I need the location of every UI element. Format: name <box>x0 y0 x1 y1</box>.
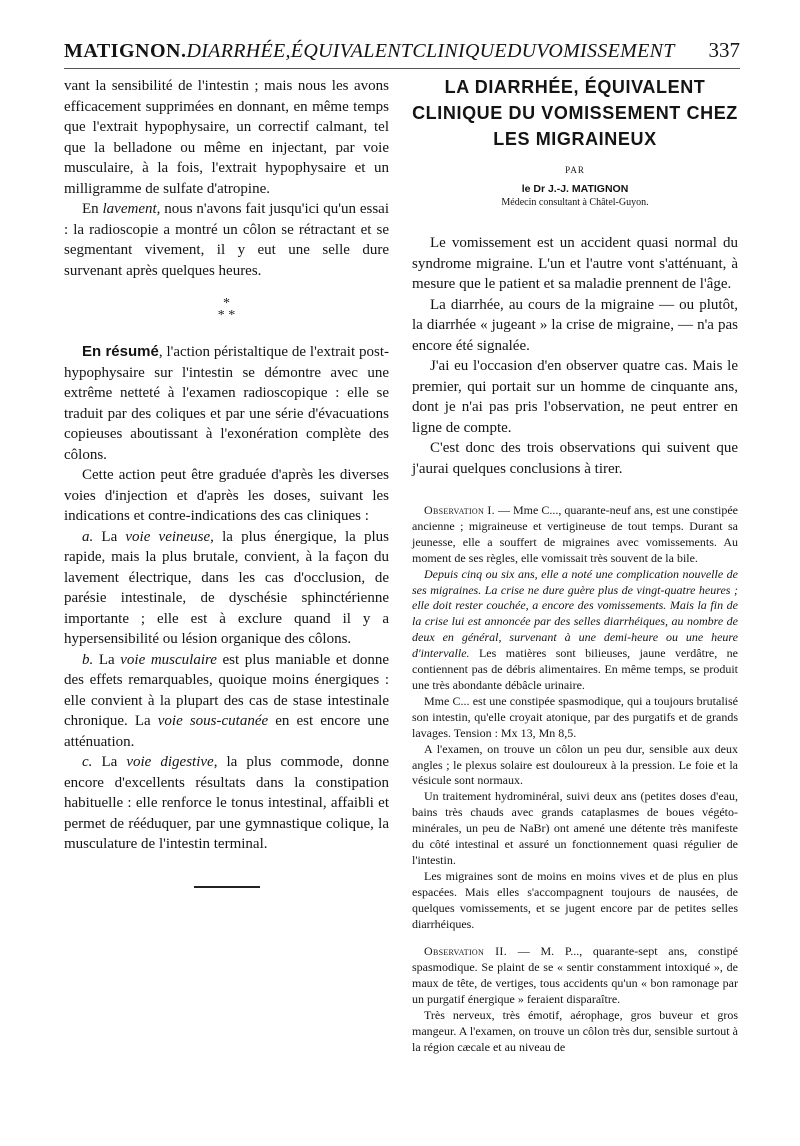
left-column-top <box>64 76 389 281</box>
item-a-paragraph <box>64 527 389 650</box>
item-a-label: a. <box>82 528 94 545</box>
observation-1-paragraph-4: A l'examen, on trouve un côlon un peu dur, sensible aux deux angles ; le plexus solaire est douloureux à la pression. Le foie et la vésicule sont normaux. <box>412 741 738 788</box>
item-b-paragraph <box>64 650 389 753</box>
end-rule <box>194 886 260 888</box>
item-c-text: , la plus commode, donne encore d'excellents résultats dans la constipation habituelle : elle renforce le tonus intestinal, affaibli et permet de rééduquer, par une gymnastique colique, la musculature de l'intestin terminal. <box>64 754 390 852</box>
observation-1-after: Les matières sont bilieuses, jaune verdâtre, ne contiennent pas de débris alimentaires. En même temps, se produit une très abondante débâcle urinaire. <box>412 646 738 692</box>
item-c-paragraph <box>64 752 389 855</box>
item-b-text-2: en est encore une atténuation. <box>64 713 389 750</box>
left-paragraph-2 <box>64 199 389 281</box>
article-title: LA DIARRHÉE, ÉQUIVALENT CLINIQUE DU VOMISSEMENT CHEZ LES MIGRAINEUX <box>412 77 738 149</box>
observation-1-paragraph-5: Un traitement hydrominéral, suivi deux ans (petites doses d'eau, bains très chauds avec grands cataplasmes de boues végéto-minérales, un peu de NaBr) ont amené une détente très manifeste du côté intestinal et assuré un fonctionnement quasi régulier de l'intestin. <box>412 789 738 867</box>
running-header <box>64 38 740 69</box>
observation-1-text: — Mme C..., quarante-neuf ans, est une constipée ancienne ; migraineuse et vertigineuse de tout temps. Durant sa jeunesse, elle a souffert de migraines avec vomissements. Au moment de ses règles, elle vomissait très souvent de la bile. <box>412 503 738 565</box>
left-paragraph-1: vant la sensibilité de l'intestin ; mais nous les avons efficacement supprimées en donnant, en même temps que l'extrait hypophysaire, un correctif calmant, tel que la belladone ou même en injectant, par voie musculaire, à la fois, l'extrait hypophysaire et un milligramme de sulfate d'atropine. <box>64 78 389 197</box>
left-p2-start: En <box>82 201 103 217</box>
left-paragraph-4: Cette action peut être graduée d'après les diverses voies d'injection et d'après les doses, suivant les indications et contre-indications des cas cliniques : <box>64 467 389 524</box>
article-intro <box>412 233 738 479</box>
resume-paragraph <box>64 342 389 465</box>
byline-par: PAR <box>565 165 585 175</box>
article-author: le Dr J.-J. MATIGNON <box>521 183 629 195</box>
resume-lead: En résumé <box>82 343 159 360</box>
item-b-pre: La <box>93 651 121 668</box>
item-b-label: b. <box>82 651 94 668</box>
observation-2-paragraph <box>412 944 738 1008</box>
left-column-bottom <box>64 342 389 855</box>
observation-2-text: — M. P..., quarante-sept ans, constipé spasmodique. Se plaint de se « sentir constamment intoxiqué », de maux de tête, de vertiges, tous accidents qu'un « bon ramonage par un purgatif énergique » feraient disparaître. <box>412 944 738 1007</box>
author-affiliation: Médecin consultant à Châtel-Guyon. <box>501 197 649 208</box>
header-author: MATIGNON. <box>64 40 187 62</box>
asterism-top: * <box>223 296 230 311</box>
observation-2-paragraph-2: Très nerveux, très émotif, aérophage, gros buveur et gros mangeur. A l'examen, on trouve un côlon très dur, sensible surtout à la région cæcale et au niveau de <box>412 1008 738 1054</box>
left-p2-italic: lavement <box>102 201 157 217</box>
observation-1-paragraph-3: Mme C... est une constipée spasmodique, qui a toujours brutalisé son intestin, qu'elle croyait atonique, par des purgatifs et de grands lavages. Tension : Mx 13, Mn 8,5. <box>412 693 738 740</box>
observations <box>412 503 738 1056</box>
observation-1-label: Observation I. <box>424 503 495 517</box>
item-b-italic: voie musculaire <box>120 651 217 668</box>
intro-paragraph-3: J'ai eu l'occasion d'en observer quatre cas. Mais le premier, qui portait sur un homme de cinquante ans, dont je n'ai pas pris l'observation, ne peut entrer en ligne de compte. <box>412 358 738 436</box>
intro-paragraph-2: La diarrhée, au cours de la migraine — ou plutôt, la diarrhée « jugeant » la crise de migraine, — n'a pas encore été signalée. <box>412 296 738 354</box>
section-asterism <box>64 298 389 326</box>
observation-2-label: Observation II. <box>424 944 507 959</box>
observation-1-paragraph-6: Les migraines sont de moins en moins vives et de plus en plus espacées. Mais elles s'accompagnent toujours de nausées, de quelques vomissements, et se jugent encore par de petites selles diarrhéiques. <box>412 868 738 931</box>
item-c-label: c. <box>82 754 93 770</box>
item-a-italic: voie veineuse <box>125 528 211 545</box>
item-a-pre: La <box>93 528 126 545</box>
item-c-italic: voie digestive <box>126 754 214 770</box>
asterism-bottom: * * <box>217 308 236 323</box>
item-c-pre: La <box>92 754 127 770</box>
resume-text: , l'action péristaltique de l'extrait post-hypophysaire sur l'intestin se démontre avec une extrême netteté à l'examen radioscopique : elle se traduit par des coliques et par une série d'évacuations copieuses aboutissant à l'exonération complète des côlons. <box>64 344 389 463</box>
observation-1-italic: Depuis cinq ou six ans, elle a noté une complication nouvelle de ses migraines. La crise ne dure guère plus de vingt-quatre heures ; elle doit rester couchée, a encore des vomissements. Mais la fin de la crise lui est annoncée par des selles diarrhéiques, au nombre de deux en général, survenant à une demi-heure ou une heure d'intervalle. <box>412 566 738 661</box>
item-b-text: est plus maniable et donne des effets remarquables, quoique moins énergiques : elle convient à la plupart des cas de stase intestinale chronique. La <box>64 651 389 729</box>
left-p2-rest: , nous n'avons fait jusqu'ici qu'un essai : la radioscopie a montré un côlon se rétractant et se segmentant vivement, il y eut une selle dure survenant après quelques heures. <box>64 201 389 279</box>
item-a-text: , la plus énergique, la plus rapide, mais la plus brutale, convient, à la façon du lavement électrique, dans les cas d'occlusion, de parésie intestinale, de dyschésie sphinctérienne importante ; elle est à exclure quand il y a hypersensibilité ou lésion organique des côlons. <box>64 528 389 647</box>
header-running-title: DIARRHÉE,ÉQUIVALENTCLINIQUEDUVOMISSEMENT <box>186 40 675 62</box>
item-b-italic-2: voie sous-cutanée <box>157 713 269 729</box>
page-number: 337 <box>708 38 740 62</box>
intro-paragraph-4: C'est donc des trois observations qui suivent que j'aurai quelques conclusions à tirer. <box>412 440 738 477</box>
right-column <box>412 74 738 1056</box>
intro-paragraph-1: Le vomissement est un accident quasi normal du syndrome migraine. L'un et l'autre vont s'atténuant, à mesure que le patient et sa maladie prennent de l'âge. <box>412 235 738 292</box>
observation-1-paragraph <box>412 503 738 567</box>
observation-1-paragraph-2 <box>412 567 738 694</box>
